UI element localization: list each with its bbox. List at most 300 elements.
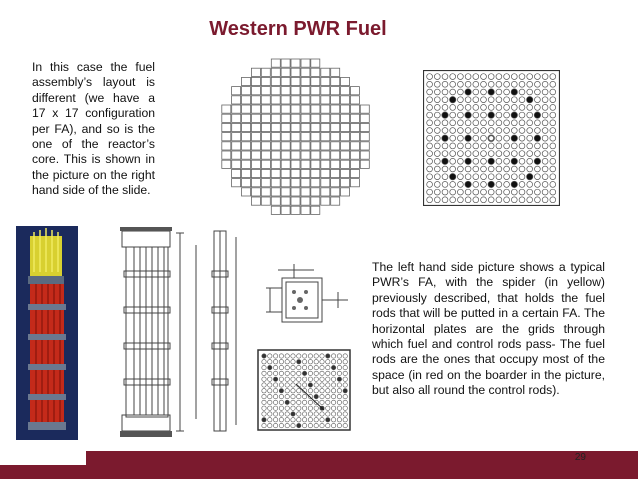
fuel-rod-position <box>550 135 556 141</box>
guide-tube <box>442 112 448 118</box>
core-assembly-cell <box>331 105 340 113</box>
grid-rod-cell <box>291 360 295 364</box>
fuel-rod-position <box>511 174 517 180</box>
fuel-rod-position <box>535 105 541 111</box>
grid-rod-cell <box>262 383 266 387</box>
core-assembly-cell <box>331 197 340 205</box>
grid-rod-cell <box>331 371 335 375</box>
core-assembly-cell <box>291 87 300 95</box>
core-assembly-cell <box>232 105 241 113</box>
grid-rod-cell <box>268 418 272 422</box>
grid-rod-cell <box>314 360 318 364</box>
fuel-rod-position <box>504 197 510 203</box>
grid-rod-cell <box>268 423 272 427</box>
grid-rod-cell <box>262 412 266 416</box>
fuel-rod-position <box>496 174 502 180</box>
fuel-rod-position <box>481 112 487 118</box>
fuel-rod-position <box>473 143 479 149</box>
core-assembly-cell <box>232 133 241 141</box>
fuel-rod-position <box>465 81 471 87</box>
core-assembly-cell <box>222 142 231 150</box>
fuel-rod-position <box>496 143 502 149</box>
fuel-rod-position <box>488 143 494 149</box>
core-assembly-cell <box>311 133 320 141</box>
fuel-rod-position <box>535 97 541 103</box>
grid-rod-cell <box>279 423 283 427</box>
core-assembly-cell <box>350 87 359 95</box>
fuel-rod-position <box>434 120 440 126</box>
fuel-rod-position <box>550 128 556 134</box>
fuel-rod-position <box>488 166 494 172</box>
fuel-rod-position <box>550 120 556 126</box>
core-assembly-cell <box>291 123 300 131</box>
core-assembly-cell <box>261 179 270 187</box>
fuel-rod-position <box>473 197 479 203</box>
fuel-rod-position <box>434 174 440 180</box>
grid-rod-cell <box>343 394 347 398</box>
core-assembly-cell <box>331 151 340 159</box>
fuel-rod-position <box>550 174 556 180</box>
fuel-rod-position <box>527 166 533 172</box>
grid-rod-cell <box>314 365 318 369</box>
core-assembly-cell <box>252 114 261 122</box>
fuel-rod-position <box>427 112 433 118</box>
guide-tube <box>511 112 517 118</box>
fuel-rod-position <box>473 105 479 111</box>
grid-rod-cell <box>326 354 330 358</box>
fuel-rod-position <box>434 74 440 80</box>
page-number: 29 <box>574 452 586 463</box>
fuel-rod-position <box>542 74 548 80</box>
core-assembly-cell <box>291 169 300 177</box>
fuel-rod-position <box>504 189 510 195</box>
grid-rod-cell <box>331 400 335 404</box>
grid-plate-drawing <box>256 348 352 432</box>
grid-rod-cell <box>343 423 347 427</box>
core-assembly-cell <box>242 142 251 150</box>
fuel-rod-position <box>504 174 510 180</box>
core-assembly-cell <box>281 188 290 196</box>
fuel-rod-position <box>519 143 525 149</box>
core-assembly-cell <box>341 87 350 95</box>
fuel-rod-position <box>488 128 494 134</box>
fuel-rod-position <box>473 166 479 172</box>
core-assembly-cell <box>351 151 360 159</box>
fuel-rod-position <box>481 81 487 87</box>
grid-rod-cell <box>285 406 289 410</box>
grid-rod-cell <box>343 360 347 364</box>
grid-rod-cell <box>302 423 306 427</box>
core-assembly-cell <box>301 87 310 95</box>
core-assembly-cell <box>232 179 241 187</box>
fuel-rod-position <box>511 97 517 103</box>
fuel-rod-position <box>481 158 487 164</box>
fuel-rod-position <box>458 189 464 195</box>
fuel-rod-position <box>519 105 525 111</box>
fuel-rod-position <box>434 112 440 118</box>
fuel-rod-position <box>481 182 487 188</box>
grid-rod-cell <box>273 418 277 422</box>
core-assembly-cell <box>261 96 270 104</box>
fuel-rod-position <box>542 182 548 188</box>
core-assembly-cell <box>321 96 330 104</box>
grid-rod-cell <box>326 423 330 427</box>
core-assembly-cell <box>311 160 320 168</box>
fuel-rod-position <box>434 166 440 172</box>
guide-tube <box>450 97 456 103</box>
grid-rod-cell <box>291 383 295 387</box>
fuel-rod-position <box>442 182 448 188</box>
core-assembly-cell <box>301 123 310 131</box>
fuel-rod-position <box>465 74 471 80</box>
fuel-rod-position <box>481 197 487 203</box>
core-assembly-cell <box>360 160 369 168</box>
core-assembly-cell <box>251 77 260 85</box>
grid-rod-cell <box>297 365 301 369</box>
grid-rod-cell <box>337 406 341 410</box>
grid-rod-cell <box>273 389 277 393</box>
fuel-rod-position <box>527 151 533 157</box>
core-assembly-cell <box>251 169 260 177</box>
core-assembly-cell <box>291 59 300 67</box>
grid-rod-cell <box>320 418 324 422</box>
grid-rod-cell <box>262 365 266 369</box>
fuel-rod-position <box>450 120 456 126</box>
grid-rod-cell <box>308 400 312 404</box>
core-assembly-cell <box>341 114 350 122</box>
fuel-rod-position <box>442 189 448 195</box>
fuel-rod-position <box>465 197 471 203</box>
core-assembly-cell <box>271 123 280 131</box>
grid-rod-cell <box>273 354 277 358</box>
fuel-rod-position <box>473 174 479 180</box>
fuel-rod-position <box>519 89 525 95</box>
grid-rod-cell <box>262 377 266 381</box>
core-assembly-cell <box>291 179 300 187</box>
grid-rod-cell <box>331 394 335 398</box>
grid-rod-cell <box>273 371 277 375</box>
fuel-rod-position <box>427 174 433 180</box>
fuel-rod-position <box>473 97 479 103</box>
guide-tube <box>442 135 448 141</box>
core-assembly-cell <box>222 114 231 122</box>
fuel-rod-position <box>535 182 541 188</box>
grid-rod-cell <box>326 365 330 369</box>
guide-tube <box>465 181 471 187</box>
core-assembly-cell <box>271 169 280 177</box>
core-assembly-cell <box>232 160 241 168</box>
fuel-rod-position <box>442 128 448 134</box>
fuel-rod-position <box>519 120 525 126</box>
fuel-rod-position <box>488 135 494 141</box>
fuel-rod-position <box>488 189 494 195</box>
fuel-rod-position <box>481 174 487 180</box>
fuel-rod-position <box>434 81 440 87</box>
fuel-rod-position <box>496 105 502 111</box>
fuel-rod-position <box>550 89 556 95</box>
core-assembly-cell <box>281 123 290 131</box>
core-assembly-cell <box>281 105 290 113</box>
fuel-rod-position <box>542 135 548 141</box>
fuel-rod-position <box>504 81 510 87</box>
fuel-rod-position <box>434 135 440 141</box>
core-assembly-cell <box>281 96 290 104</box>
core-assembly-cell <box>252 133 261 141</box>
core-assembly-cell <box>291 77 300 85</box>
core-assembly-cell <box>331 160 340 168</box>
grid-rod-cell <box>308 406 312 410</box>
grid-rod-cell <box>331 389 335 393</box>
core-assembly-cell <box>321 142 330 150</box>
core-assembly-cell <box>271 87 280 95</box>
core-assembly-cell <box>311 105 320 113</box>
spider-detail-drawing <box>258 262 354 330</box>
fuel-rod-position <box>504 135 510 141</box>
fuel-rod-position <box>504 97 510 103</box>
core-assembly-cell <box>281 77 290 85</box>
grid-rod-cell <box>302 394 306 398</box>
fuel-rod-position <box>519 197 525 203</box>
fuel-rod-position <box>473 74 479 80</box>
fuel-rod-position <box>473 112 479 118</box>
guide-tube <box>488 158 494 164</box>
guide-tube <box>488 112 494 118</box>
grid-rod-cell <box>331 377 335 381</box>
core-assembly-cell <box>341 77 350 85</box>
grid-rod-cell <box>262 423 266 427</box>
fuel-rod-position <box>473 120 479 126</box>
core-assembly-cell <box>261 123 270 131</box>
slide-title: Western PWR Fuel <box>209 18 387 40</box>
core-assembly-cell <box>261 105 270 113</box>
fuel-rod-position <box>488 74 494 80</box>
fuel-rod-position <box>473 89 479 95</box>
fuel-rod-position <box>458 135 464 141</box>
grid-rod-cell <box>337 377 341 381</box>
fuel-rod-position <box>542 97 548 103</box>
guide-tube <box>488 181 494 187</box>
grid-rod-cell <box>262 400 266 404</box>
grid-rod-cell <box>268 371 272 375</box>
core-assembly-cell <box>301 188 310 196</box>
fuel-rod-position <box>542 112 548 118</box>
fuel-rod-position <box>527 120 533 126</box>
grid-rod-cell <box>320 383 324 387</box>
fuel-rod-position <box>550 112 556 118</box>
core-assembly-cell <box>271 151 280 159</box>
core-assembly-cell <box>321 114 330 122</box>
core-assembly-cell <box>321 160 330 168</box>
fuel-rod-position <box>504 182 510 188</box>
fuel-rod-position <box>427 128 433 134</box>
core-assembly-cell <box>291 197 300 205</box>
grid-rod-cell <box>291 423 295 427</box>
core-assembly-cell <box>291 114 300 122</box>
grid-rod-cell <box>314 383 318 387</box>
core-assembly-cell <box>261 151 270 159</box>
fuel-rod-position <box>450 135 456 141</box>
guide-tube <box>534 158 540 164</box>
fuel-rod-position <box>427 158 433 164</box>
fuel-rod-position <box>519 166 525 172</box>
grid-rod-cell <box>262 389 266 393</box>
grid-rod-cell <box>273 383 277 387</box>
grid-rod-cell <box>291 365 295 369</box>
grid-rod-cell <box>262 418 266 422</box>
fuel-rod-position <box>473 182 479 188</box>
grid-rod-cell <box>285 400 289 404</box>
core-assembly-cell <box>261 160 270 168</box>
fuel-rod-position <box>465 174 471 180</box>
grid-rod-cell <box>285 371 289 375</box>
grid-rod-cell <box>308 423 312 427</box>
core-assembly-cell <box>331 96 340 104</box>
core-assembly-cell <box>291 96 300 104</box>
core-assembly-cell <box>271 206 280 214</box>
fuel-rod-position <box>450 112 456 118</box>
grid-rod-cell <box>314 423 318 427</box>
grid-rod-cell <box>279 394 283 398</box>
fuel-rod-position <box>542 166 548 172</box>
fuel-rod-position <box>504 112 510 118</box>
grid-rod-cell <box>268 365 272 369</box>
grid-rod-cell <box>314 406 318 410</box>
grid-rod-cell <box>337 365 341 369</box>
guide-tube <box>511 181 517 187</box>
core-assembly-cell <box>281 206 290 214</box>
grid-rod-cell <box>320 360 324 364</box>
grid-rod-cell <box>268 360 272 364</box>
fuel-rod-position <box>488 97 494 103</box>
core-assembly-cell <box>311 87 320 95</box>
fuel-rod-position <box>511 197 517 203</box>
fuel-rod-position <box>427 143 433 149</box>
core-assembly-cell <box>301 96 310 104</box>
fuel-rod-position <box>496 97 502 103</box>
grid-rod-cell <box>308 371 312 375</box>
fuel-rod-position <box>442 89 448 95</box>
grid-rod-cell <box>343 406 347 410</box>
core-assembly-cell <box>311 77 320 85</box>
fuel-rod-position <box>496 128 502 134</box>
core-assembly-cell <box>321 169 330 177</box>
core-assembly-cell <box>351 142 360 150</box>
grid-rod-cell <box>268 400 272 404</box>
grid-rod-cell <box>262 354 266 358</box>
core-assembly-cell <box>261 169 270 177</box>
fuel-rod-position <box>527 89 533 95</box>
grid-rod-cell <box>268 412 272 416</box>
fuel-rod-position <box>473 128 479 134</box>
core-assembly-cell <box>341 188 350 196</box>
fuel-rod-position <box>442 166 448 172</box>
grid-rod-cell <box>279 377 283 381</box>
fuel-rod-position <box>535 128 541 134</box>
core-assembly-cell <box>251 179 260 187</box>
grid-rod-cell <box>320 389 324 393</box>
grid-rod-cell <box>337 371 341 375</box>
grid-rod-cell <box>279 360 283 364</box>
fuel-rod-position <box>465 128 471 134</box>
core-assembly-cell <box>341 151 350 159</box>
grid-rod-cell <box>326 389 330 393</box>
guide-tube <box>465 135 471 141</box>
fuel-rod-position <box>519 112 525 118</box>
core-assembly-cell <box>271 142 280 150</box>
grid-rod-cell <box>308 418 312 422</box>
core-assembly-cell <box>301 197 310 205</box>
grid-rod-cell <box>297 412 301 416</box>
core-assembly-cell <box>271 96 280 104</box>
core-assembly-cell <box>291 206 300 214</box>
grid-rod-cell <box>279 365 283 369</box>
grid-rod-cell <box>343 383 347 387</box>
fuel-rod-position <box>535 89 541 95</box>
grid-rod-cell <box>285 360 289 364</box>
fuel-assembly-3d-image <box>16 226 78 440</box>
fuel-rod-position <box>535 197 541 203</box>
core-assembly-cell <box>341 160 350 168</box>
grid-rod-cell <box>326 371 330 375</box>
right-paragraph: The left hand side picture shows a typical PWR’s FA, with the spider (in yellow) previously described, that holds the fuel rods that will be putted in a certain FA. The horizontal plates are the grids through which fuel and control rods pass- The fuel rods are the ones that occupy most of the space (in red on the boarder in the picture, but also all round the control rods). <box>372 260 605 398</box>
fuel-rod-position <box>550 158 556 164</box>
fuel-rod-position <box>458 128 464 134</box>
core-assembly-cell <box>242 123 251 131</box>
core-assembly-cell <box>341 179 350 187</box>
grid-rod-cell <box>297 418 301 422</box>
fuel-rod-position <box>550 143 556 149</box>
fuel-rod-position <box>542 197 548 203</box>
fuel-rod-position <box>458 81 464 87</box>
core-layout-diagram <box>218 58 374 216</box>
grid-rod-cell <box>320 371 324 375</box>
fuel-rod-position <box>488 197 494 203</box>
guide-tube <box>465 89 471 95</box>
grid-rod-cell <box>285 389 289 393</box>
core-assembly-cell <box>351 123 360 131</box>
core-assembly-cell <box>251 188 260 196</box>
grid-rod-cell <box>302 406 306 410</box>
fuel-rod-position <box>434 189 440 195</box>
fuel-rod-position <box>550 105 556 111</box>
fuel-rod-position <box>504 128 510 134</box>
fuel-rod-position <box>481 105 487 111</box>
grid-rod-cell <box>320 412 324 416</box>
core-assembly-cell <box>341 123 350 131</box>
fuel-rod-position <box>527 135 533 141</box>
fuel-rod-position <box>511 74 517 80</box>
grid-rod-cell <box>262 406 266 410</box>
fuel-rod-position <box>504 158 510 164</box>
grid-rod-cell <box>302 360 306 364</box>
grid-rod-cell <box>268 383 272 387</box>
grid-rod-cell <box>314 418 318 422</box>
grid-rod-cell <box>297 371 301 375</box>
fuel-rod-position <box>442 197 448 203</box>
fuel-rod-position <box>473 81 479 87</box>
core-assembly-cell <box>252 151 261 159</box>
core-assembly-cell <box>232 151 241 159</box>
fuel-rod-position <box>481 135 487 141</box>
fuel-rod-position <box>504 74 510 80</box>
grid-rod-cell <box>331 354 335 358</box>
core-assembly-cell <box>311 197 320 205</box>
grid-rod-cell <box>343 365 347 369</box>
core-assembly-cell <box>242 179 251 187</box>
fuel-rod-position <box>542 143 548 149</box>
grid-rod-cell <box>343 412 347 416</box>
fuel-rod-position <box>535 189 541 195</box>
